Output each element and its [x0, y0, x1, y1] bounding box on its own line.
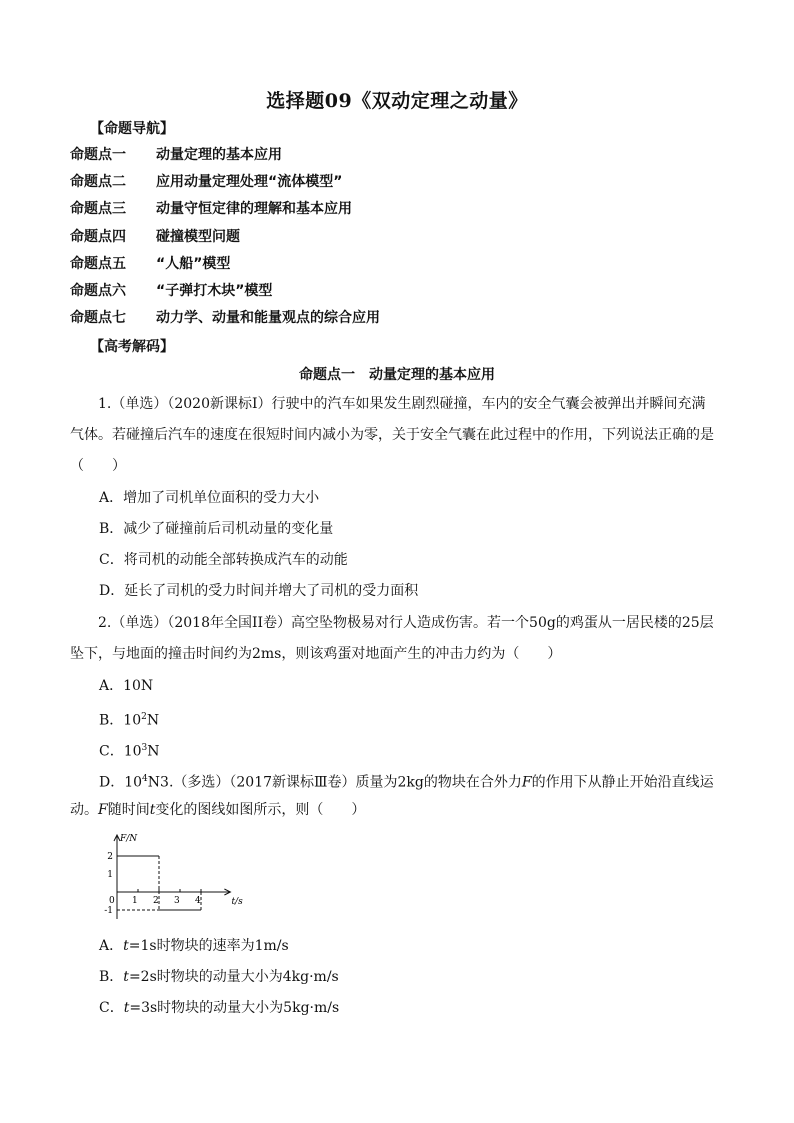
q3-option-a [99, 936, 289, 956]
q1-option-c: C．将司机的动能全部转换成汽车的动能 [99, 552, 348, 568]
topic-item [70, 200, 380, 227]
subheading-text: 动量定理的基本应用 [369, 367, 495, 383]
nav-heading: 【命题导航】 [90, 121, 174, 137]
topic-number: 命题点五 [70, 255, 126, 272]
topic-text: 动量守恒定律的理解和基本应用 [156, 201, 352, 218]
q2-option-c [99, 738, 160, 762]
x-tick-label: 1 [132, 896, 138, 906]
y-tick-label: 2 [107, 852, 113, 862]
q3-option-c [99, 998, 339, 1018]
q1-option-b: B．减少了碰撞前后司机动量的变化量 [99, 521, 334, 537]
topic-item [70, 282, 380, 309]
variable-t: t [123, 938, 129, 954]
topic-item [70, 146, 380, 173]
option-text: C．10 [99, 743, 142, 760]
option-text: C． [99, 1000, 124, 1016]
variable-t: t [123, 969, 129, 985]
topic-text: 动量定理的基本应用 [156, 147, 282, 163]
option-text: =2s时物块的动量大小为4kg·m/s [128, 969, 339, 985]
question-1 [70, 389, 726, 482]
topic-text: 动力学、动量和能量观点的综合应用 [156, 310, 380, 327]
topic-text: 应用动量定理处理“流体模型” [156, 174, 343, 191]
x-axis-label: t/s [231, 897, 243, 907]
force-time-chart [99, 832, 243, 924]
q3-option-b [99, 967, 339, 987]
decode-heading: 【高考解码】 [90, 339, 174, 355]
option-text: =3s时物块的动量大小为5kg·m/s [129, 1000, 340, 1016]
force-time-graph [99, 832, 243, 928]
topic-text: 碰撞模型问题 [156, 228, 240, 245]
option-text: D．10 [99, 774, 143, 791]
topic-text: “人船”模型 [156, 255, 231, 272]
x-tick-label: 4 [195, 896, 201, 906]
q2-option-b [99, 707, 159, 731]
subheading-number: 命题点一 [299, 367, 355, 383]
question-3-text: 动。 [70, 802, 98, 818]
q2-option-d [99, 769, 714, 793]
option-text: A． [99, 938, 124, 954]
option-text: B．10 [99, 712, 142, 729]
topic-item [70, 228, 380, 255]
unit-text: N [146, 712, 160, 729]
y-tick-label: -1 [104, 906, 113, 916]
y-axis-label: F/N [120, 834, 138, 844]
question-2 [70, 608, 726, 670]
topic-number: 命题点三 [70, 201, 126, 218]
variable-t: t [149, 802, 156, 818]
topic-item [70, 309, 380, 336]
question-1-blank: （ ） [70, 458, 126, 474]
question-3-text: 变化的图线如图所示，则（ ） [155, 802, 366, 818]
unit-text: N [147, 743, 160, 760]
q1-option-d: D．延长了司机的受力时间并增大了司机的受力面积 [99, 583, 419, 599]
y-tick-label: 1 [107, 870, 113, 880]
x-tick-label: 3 [174, 896, 180, 906]
topic-number: 命题点四 [70, 228, 126, 245]
q2-option-a: A．10N [99, 678, 154, 694]
topic-item [70, 255, 380, 282]
variable-f: F [98, 802, 108, 818]
variable-t: t [123, 1000, 130, 1016]
x-tick-label: 0 [109, 896, 115, 906]
exponent: 2 [141, 712, 147, 722]
question-3-line [70, 795, 726, 826]
question-1-line: 1.（单选）（2020新课标Ⅰ）行驶中的汽车如果发生剧烈碰撞，车内的安全气囊会被弹出并瞬间充满 [98, 396, 706, 412]
x-tick-label: 2 [153, 896, 159, 906]
variable-f: F [521, 774, 532, 791]
question-2-line: 坠下，与地面的撞击时间约为2ms，则该鸡蛋对地面产生的冲击力约为（ ） [70, 646, 562, 662]
option-text: B． [99, 969, 124, 985]
section-subheading [0, 364, 794, 384]
topic-text: “子弹打木块”模型 [156, 282, 273, 299]
topic-number: 命题点七 [70, 310, 126, 327]
exponent: 4 [142, 774, 148, 784]
question-2-line: 2.（单选）（2018年全国II卷）高空坠物极易对行人造成伤害。若一个50g的鸡蛋从一居民楼的25层 [98, 615, 714, 631]
topic-item [70, 173, 380, 200]
question-3-text: 的作用下从静止开始沿直线运 [531, 774, 714, 791]
topic-number: 命题点一 [70, 147, 126, 163]
question-3-text: 随时间 [107, 802, 150, 818]
question-3-start: N3.（多选）（2017新课标Ⅲ卷）质量为2kg的物块在合外力 [147, 774, 522, 791]
option-text: =1s时物块的速率为1m/s [128, 938, 289, 954]
topic-number: 命题点六 [70, 282, 126, 299]
document-title: 选择题09《双动定理之动量》 [266, 90, 528, 112]
q1-option-a: A．增加了司机单位面积的受力大小 [99, 490, 320, 506]
exponent: 3 [141, 743, 148, 753]
topic-number: 命题点二 [70, 174, 126, 191]
question-1-line: 气体。若碰撞后汽车的速度在很短时间内减小为零，关于安全气囊在此过程中的作用，下列说法正确的是 [70, 427, 714, 443]
topic-list [70, 146, 380, 336]
